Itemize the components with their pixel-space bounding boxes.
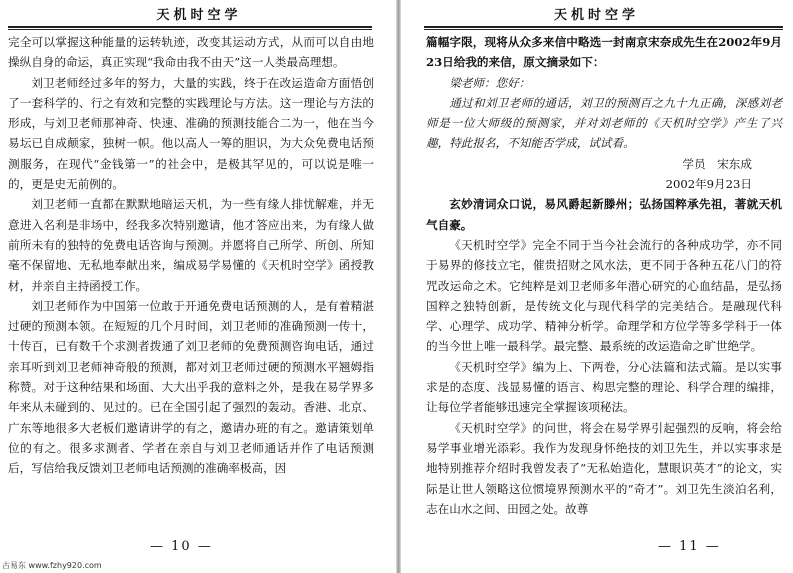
right-page [400, 0, 793, 560]
right-paragraph-2: 《天机时空学》编为上、下两卷，分心法篇和法式篇。是以实事求是的态度、浅显易懂的语言、构思完整的理论、科学合理的编排，让每位学者能够迅速完全掌握该项秘法。 [426, 359, 782, 415]
letter-body: 通过和刘卫老师的通话，刘卫的预测百之九十九正确，深感刘老师是一位大师级的预测家，并对刘老师的《天机时空学》产生了兴趣，特此报名，不知能否学成，试试看。 [426, 95, 782, 151]
right-header-rule [424, 26, 783, 28]
right-page-body [426, 32, 782, 519]
letter-date: 2002年9月23日 [665, 177, 752, 192]
letter-salutation: 梁老师：您好： [449, 75, 531, 90]
couplet: 玄妙清词众口说，易风爵起新滕州；弘扬国粹承先祖，著就天机气自豪。 [426, 197, 782, 232]
left-page [0, 0, 398, 560]
right-page-number: — 11 — [658, 539, 721, 554]
left-paragraph-4: 刘卫老师作为中国第一位敢于开通免费电话预测的人，是有着精湛过硬的预测本领。在短短的几个月时间，刘卫老师的准确预测一传十，十传百，已有数千个求测者拨通了刘卫老师的免费预测咨询电话，通过亲耳听到刘卫老师神奇般的预测，都对刘卫老师过硬的预测水平翘姆指称赞。对于这种结果和场面、大大出乎我的意料之外，是我在易学界多年来从未碰到的、见过的。已在全国引起了强烈的轰动。香港、北京、广东等地很多大老板们邀请讲学的有之，邀请办班的有之。邀请策划单位的有之。很多求测者、学者在亲自与刘卫老师通话并作了电话预测后，写信给我反馈刘卫老师电话预测的准确率极高，因 [8, 298, 374, 476]
left-page-body [8, 32, 374, 479]
left-header-rule [8, 26, 372, 28]
left-paragraph-2: 刘卫老师经过多年的努力，大量的实践，终于在改运造命方面悟创了一套科学的、行之有效和完整的实践理论与方法。这一理论与方法的形成，与刘卫老师那神奇、快速、准确的预测技能合二为一，他在当今易坛已自成颠家，独树一帜。他以高人一筹的胆识，为大众免费电话预测服务，在现代“金钱第一”的社会中，是极其罕见的，可以说是唯一的，更是史无前例的。 [8, 75, 374, 192]
right-paragraph-1: 《天机时空学》完全不同于当今社会流行的各种成功学，亦不同于易界的修技立宅，催贵招财之风水法，更不同于各种五花八门的符咒改运命之术。它纯粹是刘卫老师多年潜心研究的心血结晶，是弘扬国粹之独特创新，是传统文化与现代科学的完美结合。是融现代科学、心理学、成功学、精神分析学。命理学和方位学等多学科于一体的当今世上唯一最科学。最完整、最系统的改运造命之旷世绝学。 [426, 237, 782, 354]
right-paragraph-3: 《天机时空学》的问世，将会在易学界引起强烈的反响，将会给易学事业增光添彩。我作为发现身怀绝技的刘卫先生，并以实事求是地特别推荐介绍时我曾发表了“无私始造化，慧眼识英才”的论文，实际是让世人领略这位惯境界预测水平的“奇才”。刘卫先生淡泊名利，志在山水之间、田园之处。故尊 [426, 420, 782, 516]
letter-intro: 篇幅字限，现将从众多来信中略选一封南京宋奈成先生在2002年9月23日给我的来信，原文摘录如下： [426, 35, 782, 70]
right-running-header: 天机时空学 [553, 8, 639, 23]
left-paragraph-1: 完全可以掌握这种能量的运转轨迹，改变其运动方式，从而可以自由地操纵自身的命运，真正实现“我命由我不由天”这一人类最高理想。 [8, 35, 374, 70]
left-page-number: — 10 — [150, 539, 213, 554]
site-watermark: 古易东 www.fzhy920.com [2, 561, 102, 570]
left-paragraph-3: 刘卫老师一直都在默默地暗运天机，为一些有缘人排忧解难，并无意进入名利是非场中，经我多次特别邀请，他才答应出来，为有缘人做前所未有的独特的免费电话咨询与预测。并愿将自己所学、所创、所知毫不保留地、无私地奉献出来，编成易学易懂的《天机时空学》函授教材，并亲自主持函授工作。 [8, 197, 374, 293]
left-running-header: 天机时空学 [156, 8, 242, 23]
letter-signature: 学员 宋东成 [682, 156, 752, 171]
